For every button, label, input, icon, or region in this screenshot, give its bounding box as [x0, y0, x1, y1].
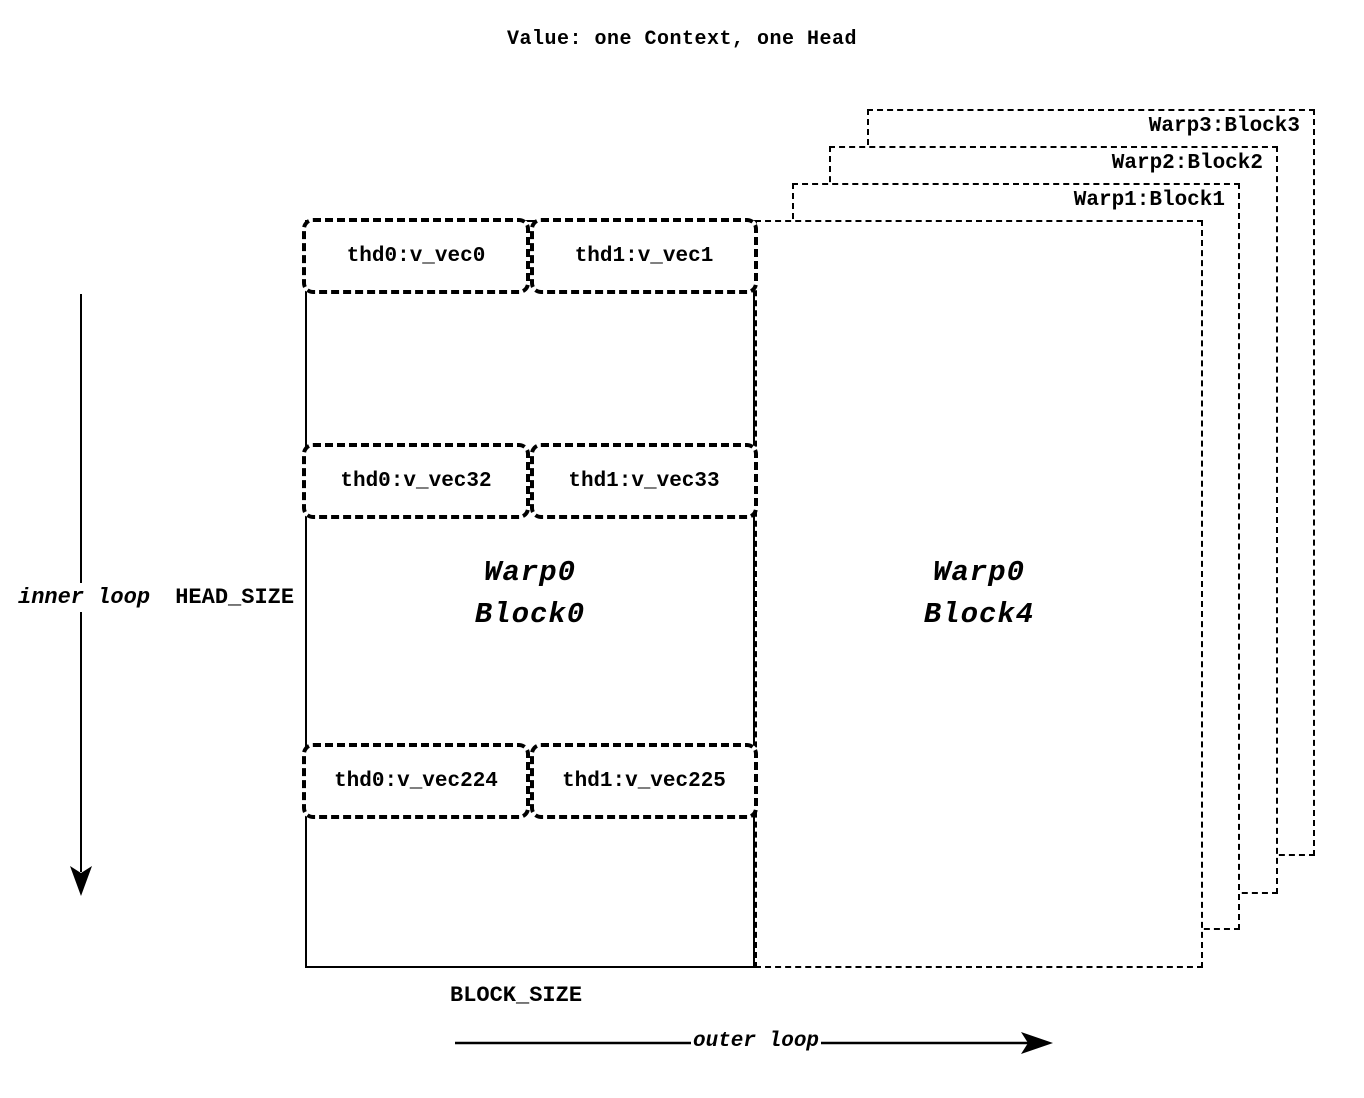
stacked-block-label: Warp1:Block1	[1073, 189, 1225, 212]
head-size-text: HEAD_SIZE	[175, 585, 295, 610]
warp-label: Warp0	[483, 555, 576, 589]
thread-vector-row	[302, 218, 758, 294]
thread-vector-cell: thd1:v_vec1	[530, 218, 758, 294]
inner-loop-text: inner loop	[18, 585, 151, 610]
thread-vector-row	[302, 443, 758, 519]
block-label: Block4	[923, 598, 1035, 631]
front-block-warp0-block4	[755, 220, 1203, 968]
thread-vector-cell: thd1:v_vec33	[530, 443, 758, 519]
thread-vector-cell: thd0:v_vec0	[302, 218, 530, 294]
block-label: Block0	[474, 598, 586, 631]
outer-loop-annotation: outer loop	[693, 1030, 820, 1053]
block-size-annotation: BLOCK_SIZE	[450, 983, 583, 1008]
thread-vector-cell: thd1:v_vec225	[530, 743, 758, 819]
warp-block-label	[757, 552, 1201, 636]
main-block-warp0-block0	[305, 220, 755, 968]
inner-loop-annotation	[18, 583, 294, 612]
thread-vector-row	[302, 743, 758, 819]
thread-vector-cell: thd0:v_vec224	[302, 743, 530, 819]
thread-vector-cell: thd0:v_vec32	[302, 443, 530, 519]
warp-label: Warp0	[932, 555, 1025, 589]
stacked-block-label: Warp3:Block3	[1148, 115, 1300, 138]
warp-block-label	[307, 552, 753, 636]
diagram-title: Value: one Context, one Head	[506, 28, 858, 51]
stacked-block-label: Warp2:Block2	[1111, 152, 1263, 175]
